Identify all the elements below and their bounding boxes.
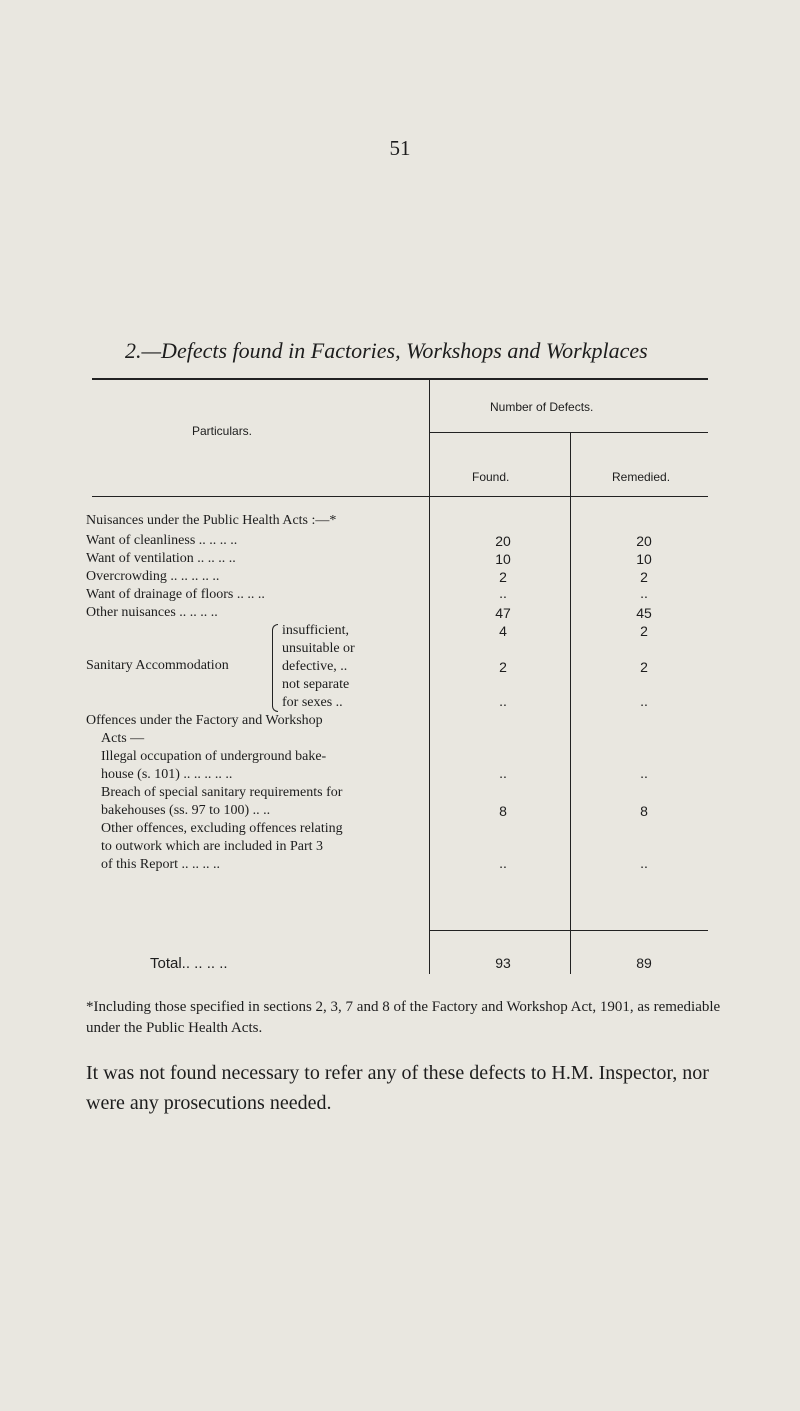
page-number: 51 (389, 136, 411, 160)
table-cell-remedied: .. (640, 855, 648, 871)
table-cell-found: 10 (495, 551, 511, 567)
table-row-label: Acts — (101, 731, 145, 746)
table-row-label: Want of ventilation .. .. .. .. (86, 551, 236, 566)
table-row-label: Other nuisances .. .. .. .. (86, 605, 218, 620)
table-row-label: Overcrowding .. .. .. .. .. (86, 569, 220, 584)
total-remedied: 89 (636, 955, 652, 971)
header-bottom-rule (92, 496, 708, 497)
table-cell-found: 47 (495, 605, 511, 621)
table-cell-found: 8 (499, 803, 507, 819)
header-particulars: Particulars. (192, 424, 253, 438)
section-heading: 2.—Defects found in Factories, Workshops and Workplaces (125, 338, 648, 363)
total-rule (429, 930, 708, 931)
table-row-label: Offences under the Factory and Workshop (86, 713, 323, 728)
sanitary-accommodation-label: Sanitary Accommodation (86, 658, 229, 673)
column-divider-right (570, 433, 571, 974)
footnote: *Including those specified in sections 2, 3, 7 and 8 of the Factory and Workshop Act, 1901, as remediable under the Public Health Acts. (86, 999, 721, 1036)
closing-paragraph: It was not found necessary to refer any of these defects to H.M. Inspector, nor were any prosecutions needed. (86, 1062, 709, 1114)
table-cell-found: 2 (499, 569, 507, 585)
table-row-label: Breach of special sanitary requirements for (101, 785, 343, 800)
header-number-of-defects: Number of Defects. (490, 400, 594, 414)
total-found: 93 (495, 955, 511, 971)
table-row-label: house (s. 101) .. .. .. .. .. (101, 767, 233, 782)
table-cell-remedied: 2 (640, 623, 648, 639)
brace-bracket (272, 624, 278, 712)
table-cell-remedied: .. (640, 585, 648, 601)
table-cell-found: 2 (499, 659, 507, 675)
header-remedied: Remedied. (612, 470, 671, 484)
table-cell-remedied: 20 (636, 533, 652, 549)
table-cell-remedied: 10 (636, 551, 652, 567)
table-row-label: bakehouses (ss. 97 to 100) .. .. (101, 803, 271, 818)
table-cell-found: .. (499, 855, 507, 871)
table-cell-remedied: 45 (636, 605, 652, 621)
table-row-label: Nuisances under the Public Health Acts :—* (86, 513, 337, 528)
table-row-label: of this Report .. .. .. .. (101, 857, 220, 872)
table-cell-found: .. (499, 585, 507, 601)
table-cell-remedied: 2 (640, 569, 648, 585)
group-header-rule (429, 432, 708, 433)
table-top-rule (92, 378, 708, 380)
table-cell-remedied: .. (640, 693, 648, 709)
sanitary-sub-label: insufficient, (282, 623, 350, 638)
table-row-label: Want of drainage of floors .. .. .. (86, 587, 265, 602)
table-cell-remedied: .. (640, 765, 648, 781)
header-found: Found. (472, 470, 510, 484)
table-cell-found: .. (499, 693, 507, 709)
sanitary-sub-label: for sexes .. (282, 695, 343, 710)
table-cell-remedied: 2 (640, 659, 648, 675)
table-row-label: Want of cleanliness .. .. .. .. (86, 533, 238, 548)
table-cell-found: .. (499, 765, 507, 781)
sanitary-sub-label: unsuitable or (282, 641, 355, 656)
table-row-label: Illegal occupation of underground bake- (101, 749, 327, 764)
table-cell-remedied: 8 (640, 803, 648, 819)
sanitary-sub-label: defective, .. (282, 659, 348, 674)
column-divider-left (429, 378, 430, 974)
table-row-label: to outwork which are included in Part 3 (101, 839, 324, 854)
table-row-label: Other offences, excluding offences relating (101, 821, 343, 836)
total-label: Total.. .. .. .. (150, 955, 228, 972)
sanitary-sub-label: not separate (282, 677, 350, 692)
table-cell-found: 20 (495, 533, 511, 549)
table-cell-found: 4 (499, 623, 507, 639)
